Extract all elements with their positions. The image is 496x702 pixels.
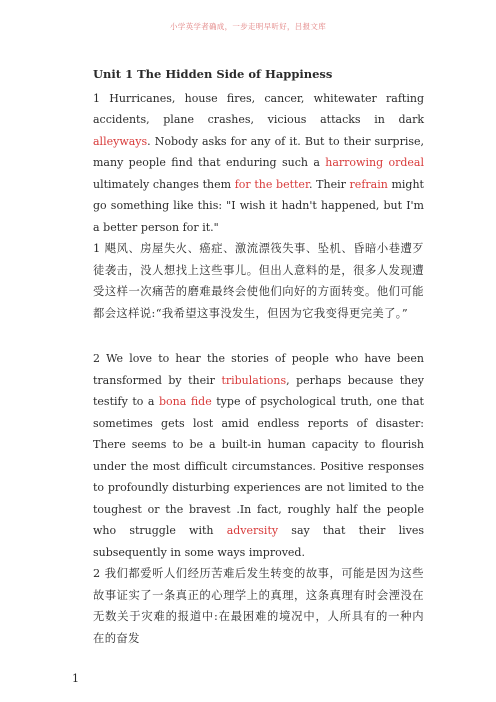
paragraph-1-chinese: 1 飓风、房屋失火、癌症、激流漂筏失事、坠机、昏暗小巷遭歹徒袭击，没人想找上这些事儿。但出人意料的是，很多人发现遭受这样一次痛苦的磨难最终会使他们向好的方面转变。他们可能都会这样说:“我希望这事没发生，但因为它我变得更完美了。” [93, 242, 424, 320]
vocab-highlight: tribulations [221, 373, 287, 387]
document-body [93, 64, 424, 649]
text-span: . Their [309, 177, 350, 191]
text-span: ultimately changes them [93, 177, 235, 191]
paragraph-2-english [93, 348, 424, 563]
vocab-highlight: for the better [234, 177, 309, 191]
paragraph-2-chinese: 2 我们都爱听人们经历苦难后发生转变的故事，可能是因为这些故事证实了一条真正的心理学上的真理，这条真理有时会湮没在无数关于灾难的报道中:在最困难的境况中，人所具有的一种内在的奋发 [93, 567, 424, 645]
paragraph-1-english [93, 88, 424, 239]
text-span: might go something like this: "I wish it hadn't happened, but I'm a better person for it." [93, 177, 424, 234]
text-span: . Nobody asks for any of it. But to their surprise, many people find that enduring such a [93, 134, 424, 169]
vocab-highlight: harrowing ordeal [325, 156, 424, 169]
vocab-highlight: bona fide [159, 395, 212, 408]
paragraph-spacer [93, 324, 424, 348]
vocab-highlight: adversity [226, 524, 279, 537]
header-watermark: 小学英学者确成，一步走明早听好，吕报文库 [170, 22, 326, 31]
text-span: 2 We love to hear the stories of people who have been transformed by their [93, 352, 424, 387]
vocab-highlight: refrain [349, 177, 388, 191]
page-title: Unit 1 The Hidden Side of Happiness [93, 67, 333, 81]
text-span: 1 Hurricanes, house fires, cancer, whitewater rafting accidents, plane crashes, vicious attacks in dark [93, 91, 424, 126]
vocab-highlight: alleyways [93, 134, 148, 148]
text-span: type of psychological truth, one that sometimes gets lost amid endless reports of disaster: There seems to be a built-in human capacity to flourish under the most difficult circumstances. Positive responses to profoundly disturbing experiences are not limited to the toughest or the bravest .In fact, roughly half the people who struggle with [93, 395, 424, 537]
page-number: 1 [72, 672, 79, 685]
text-span: , perhaps because they testify to a [93, 373, 424, 408]
text-span: say that their lives subsequently in some ways improved. [93, 524, 425, 559]
